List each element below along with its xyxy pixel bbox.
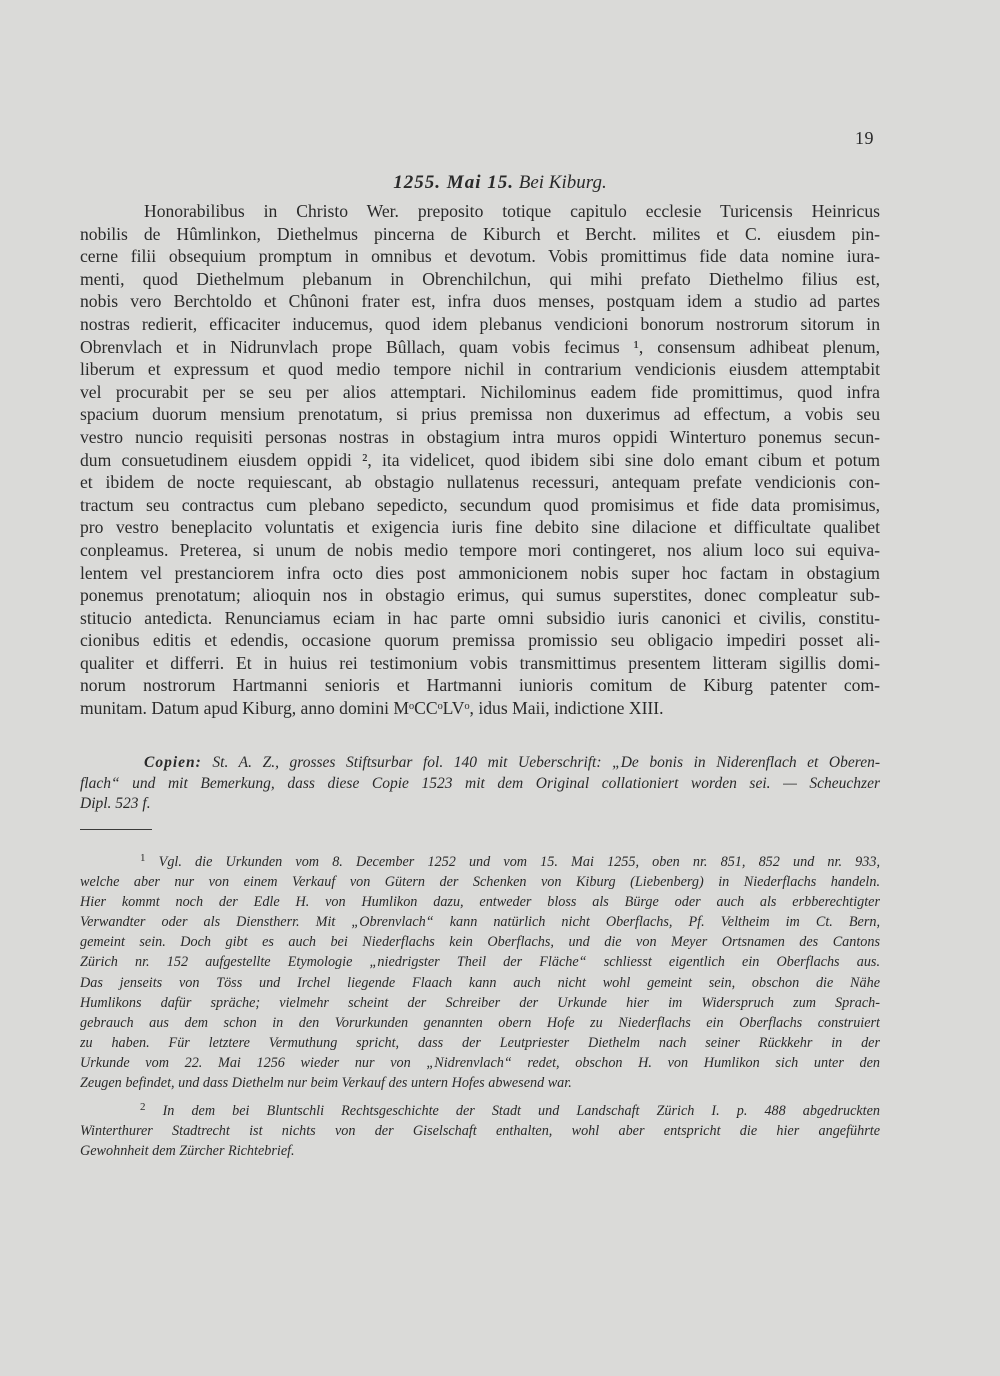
body-line: Obrenvlach et in Nidrunvlach prope Bûllach, quam vobis fecimus ¹, consensum adhibeat plenum,	[80, 336, 880, 357]
footnote-line	[80, 1097, 880, 1121]
body-line: conpleamus. Preterea, si unum de nobis medio tempore mori contingeret, nos alium loco sui equiva-	[80, 539, 880, 560]
body-line: menti, quod Diethelmum plebanum in Obrenchilchun, qui mihi prefato Diethelmo filius est,	[80, 268, 880, 289]
footnote-line: gebrauch aus dem schon in den Vorurkunden genannten obern Hofe zu Niederflachs ein Oberflachs construiert	[80, 1014, 880, 1031]
footnote-mark: 2	[140, 1101, 146, 1114]
footnote-mark: 1	[140, 852, 146, 864]
document-heading	[0, 172, 1000, 194]
footnote-line: Urkunde vom 22. Mai 1256 wieder nur von „Nidrenvlach“ redet, obschon H. von Humlikon sich unter den	[80, 1054, 880, 1071]
copies-line: Dipl. 523 f.	[80, 795, 151, 812]
heading-place: Bei Kiburg.	[518, 172, 607, 193]
footnote-line	[80, 848, 880, 872]
body-line: vel procurabit per se seu per alios attemptari. Nichilominus eadem fide promittimus, quod infra	[80, 381, 880, 402]
body-line: nobis vero Berchtoldo et Chûnoni frater est, infra duos menses, postquam idem a studio ad partes	[80, 291, 880, 312]
body-line: et ibidem de nocte requiescant, ab obstagio nullatenus recessuri, antequam prefate vendicionis con-	[80, 472, 880, 493]
body-line: nostras redierit, efficaciter inducemus, quod idem plebanus vendicioni bonorum nostrorum sitorum in	[80, 313, 880, 334]
body-line: ponemus prenotatum; alioquin nos in obstagio erimus, qui sumus superstites, donec compleatur sub-	[80, 585, 880, 606]
footnote-line: Das jenseits von Töss und Irchel liegende Flaach kann auch nicht wohl gemeint sein, obschon die Nähe	[80, 974, 880, 991]
copies-note	[80, 753, 880, 815]
footnote-text: Vgl. die Urkunden vom 8. December 1252 und vom 15. Mai 1255, oben nr. 851, 852 und nr. 933,	[158, 854, 880, 870]
body-line: stitucio antedicta. Renunciamus eciam in hac parte omni subsidio iuris canonici et civilis, constitu-	[80, 607, 880, 628]
footnote-text: In dem bei Bluntschli Rechtsgeschichte der Stadt und Landschaft Zürich I. p. 488 abgedruckten	[162, 1103, 880, 1120]
footnote-line: Zürich nr. 152 aufgestellte Etymologie „niedrigster Theil der Fläche“ schliesst eigentlich ein Oberflachs aus.	[80, 954, 880, 971]
body-line: cionibus editis et edendis, occasione quorum premissa promissio seu obligacio impediri posset ali-	[80, 630, 880, 651]
footnote-line: Gewohnheit dem Zürcher Richtebrief.	[80, 1143, 295, 1160]
body-line: dum consuetudinem eiusdem oppidi ², ita videlicet, quod ibidem sibi sine dolo emant cibum et potum	[80, 449, 880, 470]
footnote-line: Hier kommt noch der Edle H. von Humlikon dazu, entweder bloss als Bürge oder auch als erbberechtigter	[80, 894, 880, 911]
footnote-line: Zeugen befindet, und dass Diethelm nur beim Verkauf des untern Hofes abwesend war.	[80, 1075, 572, 1092]
footnote-line: gemeint sein. Doch gibt es auch bei Niederflachs kein Oberflachs, und die von Meyer Ortsnamen des Cantons	[80, 934, 880, 951]
copies-text: St. A. Z., grosses Stiftsurbar fol. 140 mit Ueberschrift: „De bonis in Niderenflach et Oberen-	[212, 754, 881, 771]
body-line: nobilis de Hûmlinkon, Diethelmus pincerna de Kiburch et Bercht. milites et C. eiusdem pin-	[80, 223, 880, 244]
body-line: tractum seu contractus cum plebano sepedicto, secundum quod promisimus et fide data promisimus,	[80, 494, 880, 515]
footnotes	[80, 848, 880, 1161]
body-line: norum nostrorum Hartmanni senioris et Hartmanni iunioris comitum de Kiburg patenter com-	[80, 675, 880, 696]
body-line: Honorabilibus in Christo Wer. preposito totique capitulo ecclesie Turicensis Heinricus	[144, 201, 880, 221]
footnote-2	[80, 1097, 880, 1161]
footnote-line: Humlikons dafür spräche; vielmehr scheint der Schreiber der Urkunde hier im Widerspruch zum Sprach-	[80, 994, 880, 1011]
body-line: lentem vel prestanciorem infra octo dies post ammonicionem nobis super hoc factam in obstagium	[80, 562, 880, 583]
body-line: vestro nuncio requisiti personas nostras in obstagium intra muros oppidi Winterturo ponemus secun-	[80, 426, 880, 447]
body-line: pro vestro beneplacito voluntatis et exigencia iuris fine debito sine dilacione et difficultate qualibet	[80, 517, 880, 538]
copies-line: flach“ und mit Bemerkung, dass diese Copie 1523 mit dem Original collationiert worden sei. — Scheuchzer	[80, 774, 880, 792]
body-line: cerne filii obsequium promptum in omnibus et devotum. Vobis promittimus fide data nomine iura-	[80, 246, 880, 267]
heading-date: 1255. Mai 15.	[393, 172, 514, 193]
page-number: 19	[855, 128, 874, 148]
copies-line	[80, 753, 880, 774]
body-line: liberum et expressum et quod medio tempore nichil in contrarium vendicionis eiusdem attemptabit	[80, 359, 880, 380]
body-line: munitam. Datum apud Kiburg, anno domini MᵒCCᵒLVᵒ, idus Maii, indictione XIII.	[80, 698, 664, 719]
footnote-line: zu haben. Für letztere Vermuthung spricht, dass der Leutpriester Diethelm nach seiner Rückkehr in der	[80, 1034, 880, 1051]
body-line: spacium duorum mensium prenotatum, si prius premissa non duxerimus ad effectum, a vobis seu	[80, 404, 880, 425]
footnote-line: Winterthurer Stadtrecht ist nichts von der Giselschaft enthalten, wohl aber entspricht die hier angeführte	[80, 1123, 880, 1140]
footnote-divider	[80, 829, 152, 830]
copies-label: Copien:	[144, 754, 202, 771]
footnote-1	[80, 848, 880, 1093]
charter-body	[80, 200, 880, 720]
footnote-line: welche aber nur von einem Verkauf von Gütern der Schenken von Kiburg (Liebenberg) in Niederflachs handeln.	[80, 874, 880, 891]
body-line: qualiter et differri. Et in huius rei testimonium vobis transmittimus presentem litteram sigillis domi-	[80, 652, 880, 673]
footnote-line: Verwandter oder als Dienstherr. Mit „Obrenvlach“ kann natürlich nicht Oberflachs, Pf. Veltheim im Ct. Bern,	[80, 914, 880, 931]
